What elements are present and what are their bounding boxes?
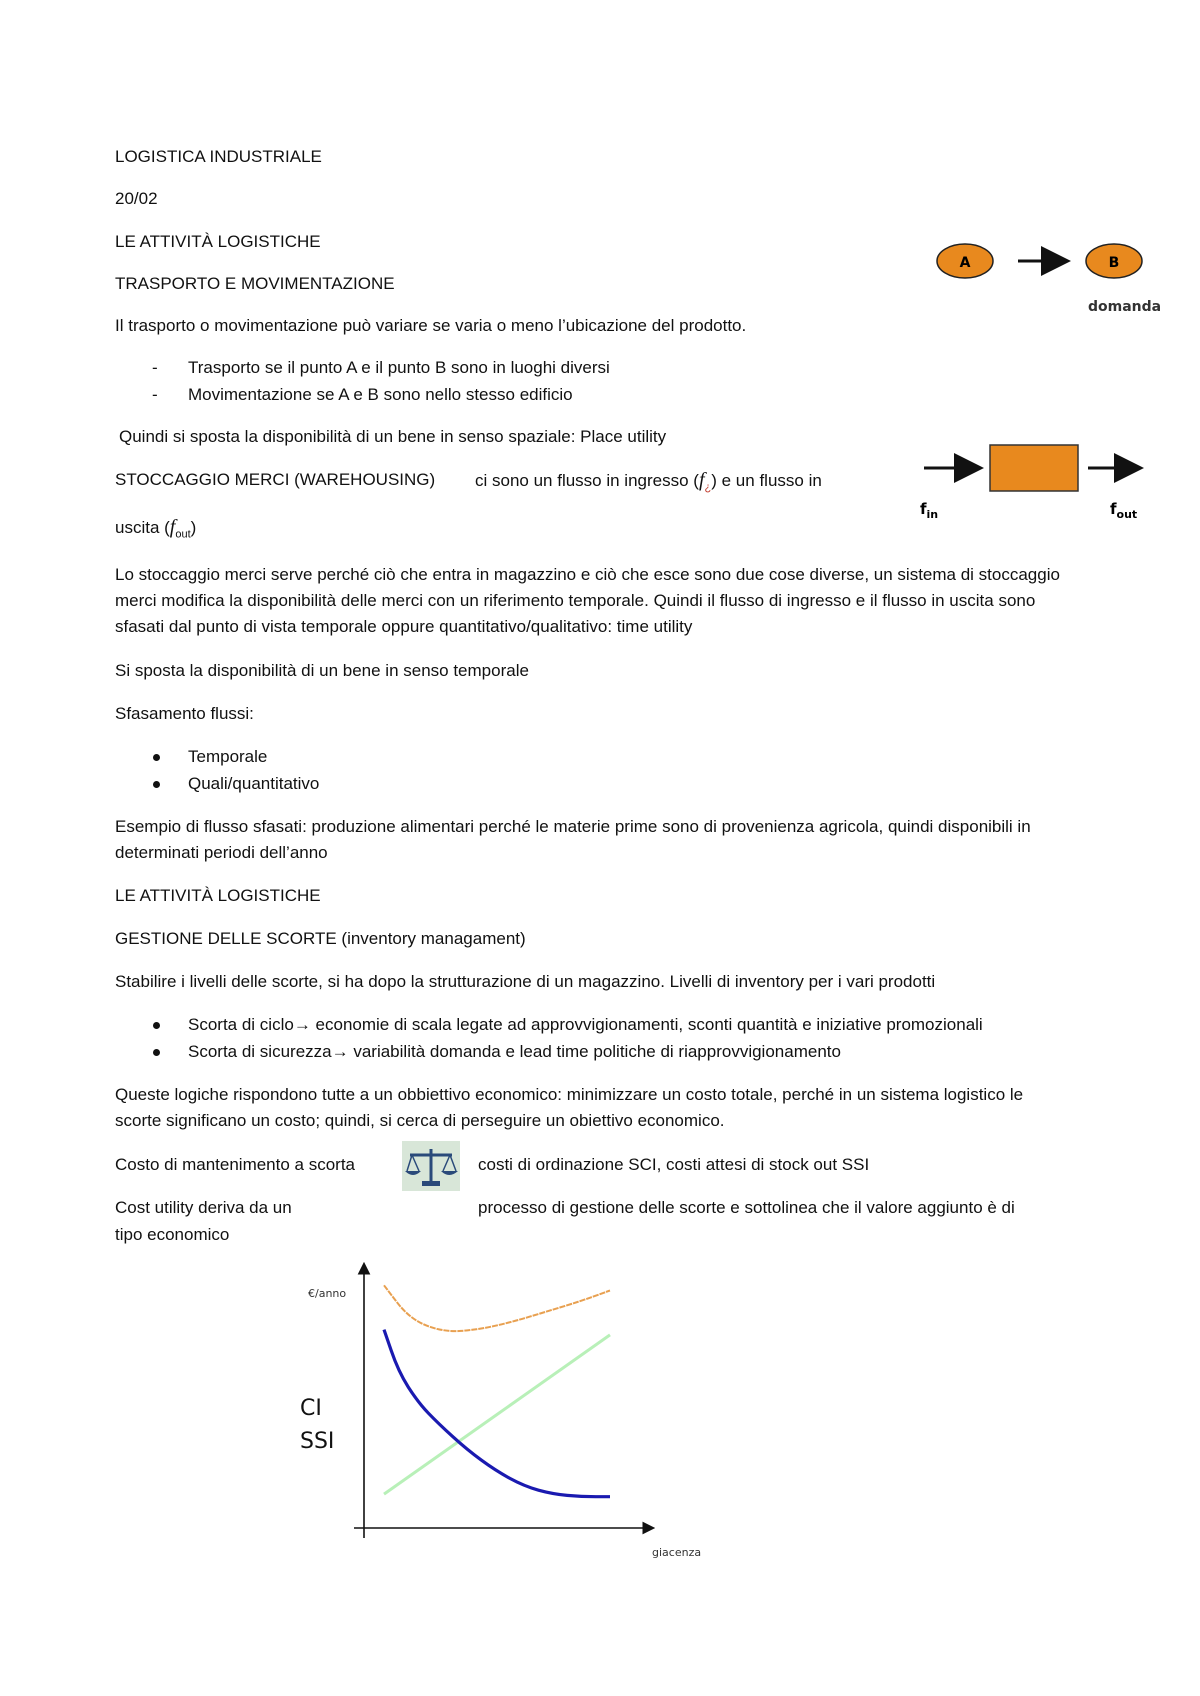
paragraph-stoccaggio: Lo stoccaggio merci serve perché ciò che entra in magazzino e ciò che esce sono due cose diverse, un sistema di stoccaggio merci modifica la disponibilità delle merci con un riferimento temporale. Quindi il flusso di ingresso e il flusso in uscita sono sfasati dal punto di vista temporale oppure quantitativo/qualitativo: time utility (115, 565, 1060, 636)
page-title: LOGISTICA INDUSTRIALE (115, 147, 322, 166)
formula-f-in: f (698, 469, 705, 491)
series-layer (384, 1285, 610, 1496)
x-axis-label: giacenza (652, 1546, 702, 1559)
paragraph-place-utility: Quindi si sposta la disponibilità di un bene in senso spaziale: Place utility (119, 427, 667, 446)
paragraph-transport: Il trasporto o movimentazione può variare se varia o meno l’ubicazione del prodotto. (115, 316, 747, 335)
f-in-label: $f_{in}$ (920, 500, 939, 521)
list-item: Temporale (188, 747, 268, 766)
paragraph-costo-left: Costo di mantenimento a scorta (115, 1155, 356, 1174)
bullet-icon (153, 1049, 160, 1056)
warehousing-inline-text (475, 467, 822, 500)
paragraph-costo-right: costi di ordinazione SCI, costi attesi di stock out SSI (478, 1155, 870, 1174)
subheading-inventory: GESTIONE DELLE SCORTE (inventory managament) (115, 929, 526, 948)
inline-text: ci sono un flusso in ingresso ( (475, 471, 699, 490)
section-heading-2: LE ATTIVITÀ LOGISTICHE (115, 886, 321, 905)
paragraph-cost-utility-line2: tipo economico (115, 1225, 230, 1244)
dash-marker: - (152, 358, 158, 377)
y-axis-label: €/anno (308, 1287, 347, 1300)
warehouse-box (990, 445, 1078, 491)
paragraph-economic: Queste logiche rispondono tutte a un obbiettivo economico: minimizzare un costo totale, perché in un sistema logistico le scorte significano un costo; quindi, si cerca di perseguire un obiettivo economico. (115, 1085, 1024, 1130)
diagram-a-to-b (935, 238, 1170, 320)
section-heading-1: LE ATTIVITÀ LOGISTICHE (115, 232, 321, 251)
cost-chart (290, 1255, 730, 1565)
f-out-label: $f_{out}$ (1110, 500, 1138, 521)
date: 20/02 (115, 189, 158, 208)
node-b-caption: domanda (1088, 299, 1162, 315)
list-item: Scorta di sicurezza→ variabilità domanda e lead time politiche di riapprovvigionamento (188, 1042, 841, 1061)
paragraph-example: Esempio di flusso sfasati: produzione alimentari perché le materie prime sono di provenienza agricola, quindi disponibili in determinati periodi dell’anno (115, 817, 1031, 862)
bullet-icon (153, 754, 160, 761)
inline-text: ) e un flusso in (711, 471, 822, 490)
node-a-label: A (959, 255, 971, 271)
paragraph-time-utility: Si sposta la disponibilità di un bene in senso temporale (115, 661, 529, 680)
balance-base (422, 1181, 440, 1186)
node-b-label: B (1108, 255, 1120, 271)
paragraph-cost-utility-left: Cost utility deriva da un (115, 1198, 292, 1217)
bullet-icon (153, 781, 160, 788)
diagram-flow (920, 440, 1145, 530)
list-item: Quali/quantitativo (188, 774, 320, 793)
list-item: Movimentazione se A e B sono nello stesso edificio (188, 385, 573, 404)
side-label-ssi: SSI (300, 1429, 335, 1454)
formula-sub: ¿ (704, 481, 712, 494)
subheading-warehousing: STOCCAGGIO MERCI (WAREHOUSING) (115, 470, 436, 489)
list-item: Scorta di ciclo→ economie di scala legate ad approvvigionamenti, sconti quantità e iniziative promozionali (188, 1015, 983, 1034)
dash-marker: - (152, 385, 158, 404)
subheading-transport: TRASPORTO E MOVIMENTAZIONE (115, 274, 395, 293)
list-item: Trasporto se il punto A e il punto B sono in luoghi diversi (188, 358, 610, 377)
paragraph-cost-utility-right: processo di gestione delle scorte e sottolinea che il valore aggiunto è di (478, 1198, 1015, 1217)
formula-sub: out (175, 528, 191, 541)
warehousing-inline-text-2 (115, 514, 196, 547)
bullet-icon (153, 1022, 160, 1029)
paragraph-sfasamento: Sfasamento flussi: (115, 704, 254, 723)
inline-text: ) (190, 518, 197, 537)
formula-f-out: f (169, 516, 176, 538)
side-label-ci: CI (300, 1396, 322, 1421)
paragraph-inventory: Stabilire i livelli delle scorte, si ha dopo la strutturazione di un magazzino. Livelli di inventory per i vari prodotti (115, 972, 936, 991)
balance-scale-icon (402, 1141, 460, 1191)
inline-text: uscita ( (115, 518, 170, 537)
chart-series-line (384, 1285, 610, 1331)
